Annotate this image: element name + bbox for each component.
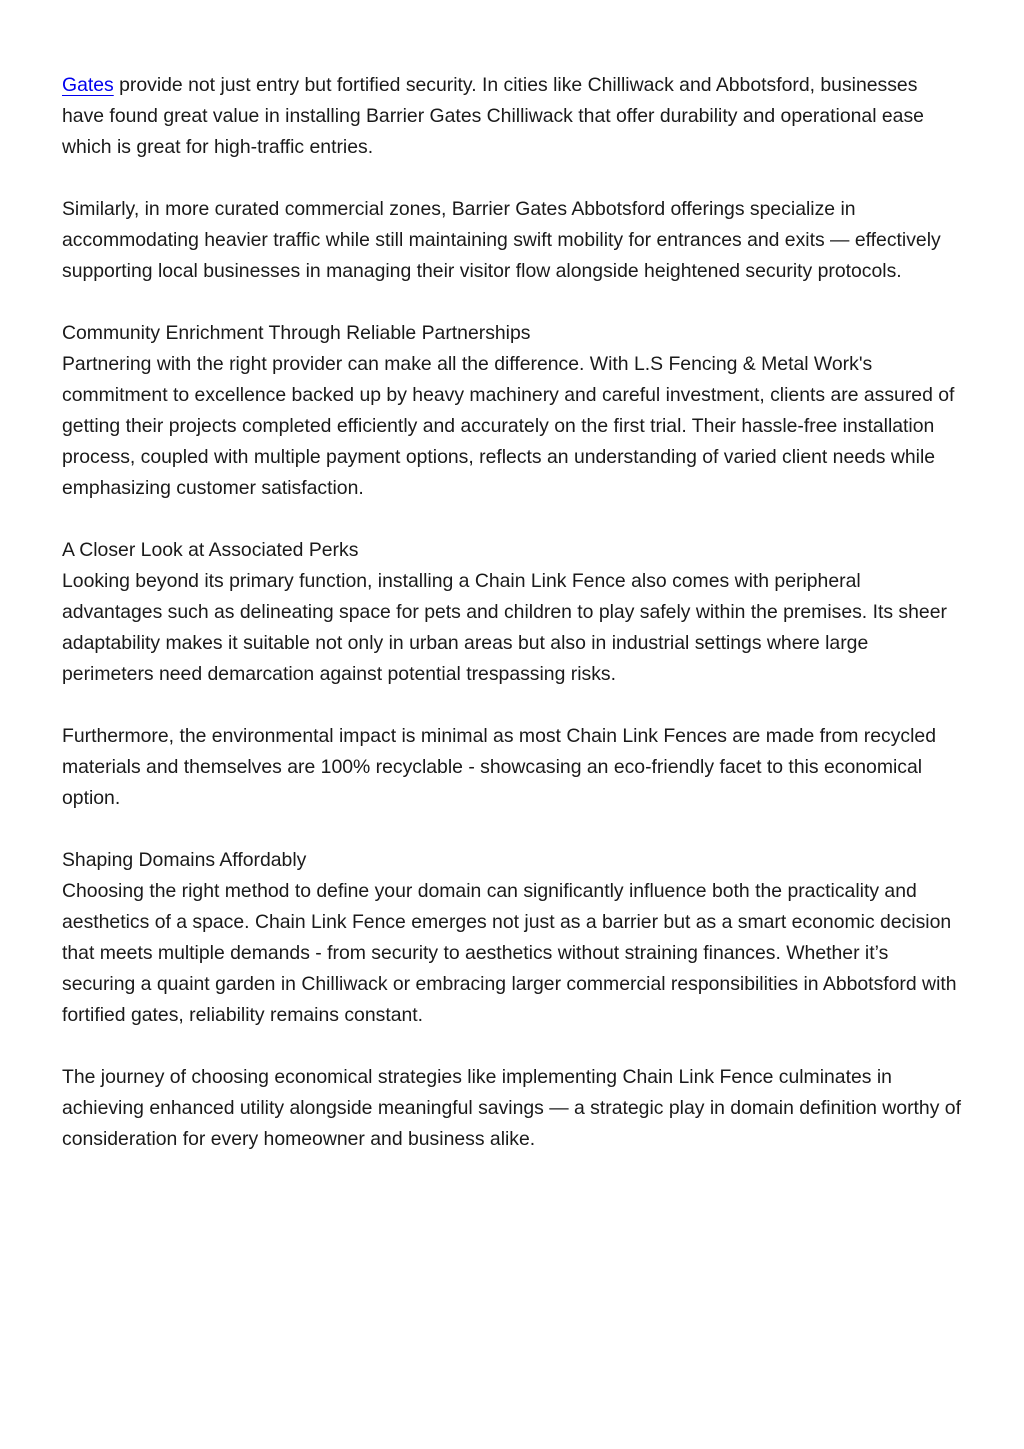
- paragraph-text: The journey of choosing economical strategies like implementing Chain Link Fence culminates in achieving enhanced utility alongside meaningful savings — a strategic play in domain definition worthy of consideration for every homeowner and business alike.: [62, 1066, 961, 1150]
- section-associated-perks: [62, 535, 962, 690]
- paragraph-text: Similarly, in more curated commercial zones, Barrier Gates Abbotsford offerings specialize in accommodating heavier traffic while still maintaining swift mobility for entrances and exits — effectively supporting local businesses in managing their visitor flow alongside heightened security protocols.: [62, 198, 941, 282]
- paragraph-abbotsford: [62, 194, 962, 287]
- paragraph-gates-intro: [62, 70, 962, 163]
- paragraph-environmental-impact: [62, 721, 962, 814]
- section-community-enrichment: [62, 318, 962, 504]
- paragraph-text: Furthermore, the environmental impact is minimal as most Chain Link Fences are made from recycled materials and themselves are 100% recyclable - showcasing an eco-friendly facet to this economical option.: [62, 725, 936, 809]
- article-body: [62, 70, 962, 1186]
- section-heading: A Closer Look at Associated Perks: [62, 539, 359, 561]
- paragraph-text: Partnering with the right provider can make all the difference. With L.S Fencing & Metal Work's commitment to excellence backed up by heavy machinery and careful investment, clients are assured of getting their projects completed efficiently and accurately on the first trial. Their hassle-free installation process, coupled with multiple payment options, reflects an understanding of varied client needs while emphasizing customer satisfaction.: [62, 353, 955, 499]
- gates-link[interactable]: Gates: [62, 74, 114, 96]
- section-heading: Shaping Domains Affordably: [62, 849, 307, 871]
- section-shaping-domains: [62, 845, 962, 1031]
- paragraph-text: Looking beyond its primary function, installing a Chain Link Fence also comes with peripheral advantages such as delineating space for pets and children to play safely within the premises. Its sheer adaptability makes it suitable not only in urban areas but also in industrial settings where large perimeters need demarcation against potential trespassing risks.: [62, 570, 947, 685]
- paragraph-conclusion: [62, 1062, 962, 1155]
- paragraph-text: provide not just entry but fortified security. In cities like Chilliwack and Abbotsford, businesses have found great value in installing Barrier Gates Chilliwack that offer durability and operational ease which is great for high-traffic entries.: [62, 74, 924, 158]
- section-heading: Community Enrichment Through Reliable Partnerships: [62, 322, 531, 344]
- paragraph-text: Choosing the right method to define your domain can significantly influence both the practicality and aesthetics of a space. Chain Link Fence emerges not just as a barrier but as a smart economic decision that meets multiple demands - from security to aesthetics without straining finances. Whether it’s securing a quaint garden in Chilliwack or embracing larger commercial responsibilities in Abbotsford with fortified gates, reliability remains constant.: [62, 880, 957, 1026]
